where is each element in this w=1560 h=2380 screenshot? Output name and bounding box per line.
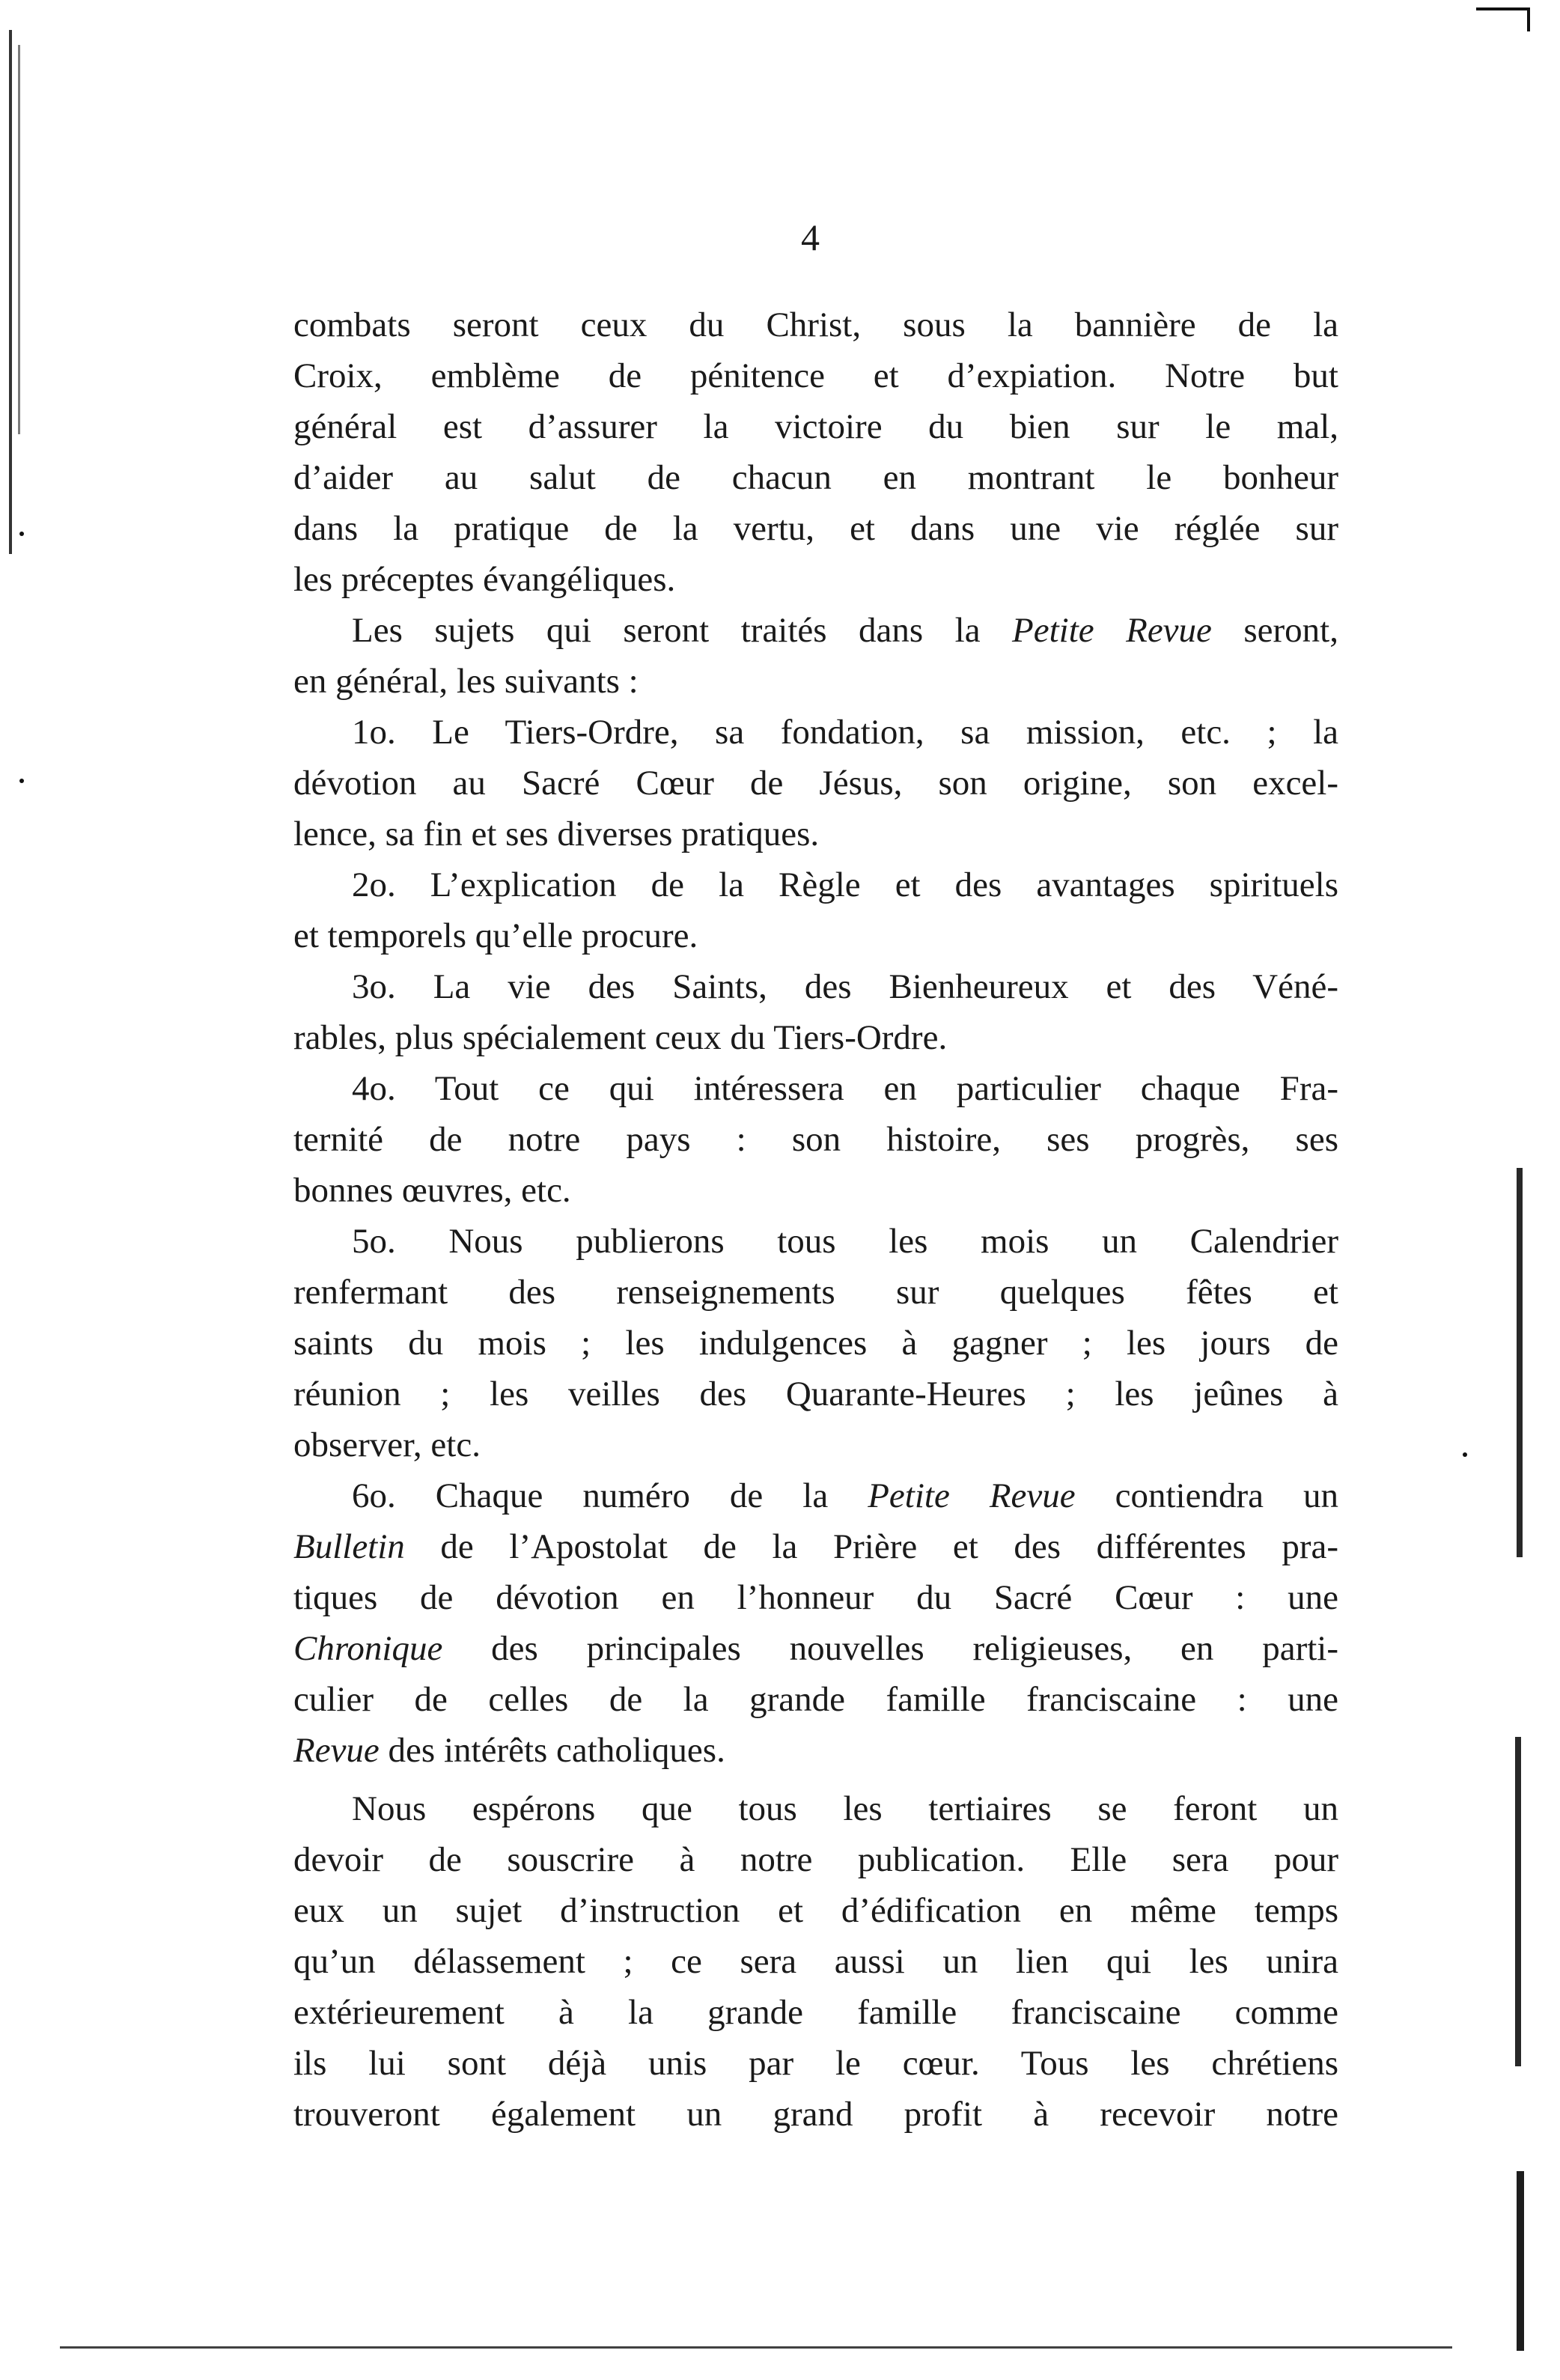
text-run: les préceptes évangéliques. [293,560,676,599]
text-run: 5o. Nous publierons tous les mois un Calendrier [352,1222,1338,1261]
text-line [293,350,1338,401]
text-run: réunion ; les veilles des Quarante-Heures ; les jeûnes à [293,1375,1338,1413]
scan-corner-mark [1527,7,1530,31]
body-text [293,299,1338,2140]
text-run: 1o. Le Tiers-Ordre, sa fondation, sa mission, etc. ; la [352,713,1338,752]
italic-title: Bulletin [293,1527,405,1566]
text-line [293,1623,1338,1674]
text-line [293,656,1338,707]
text-run: saints du mois ; les indulgences à gagner ; les jours de [293,1324,1338,1363]
text-line [293,1572,1338,1623]
text-run: de l’Apostolat de la Prière et des différentes pra- [404,1527,1338,1566]
text-run: dévotion au Sacré Cœur de Jésus, son origine, son excel- [293,764,1338,803]
text-line [293,1369,1338,1419]
text-run: des principales nouvelles religieuses, en parti- [442,1629,1338,1668]
text-run: Croix, emblème de pénitence et d’expiation. Notre but [293,356,1338,395]
text-line [293,503,1338,554]
text-run: culier de celles de la grande famille franciscaine : une [293,1680,1338,1719]
text-run: renfermant des renseignements sur quelques fêtes et [293,1273,1338,1312]
text-run: contiendra un [1075,1476,1338,1515]
text-line [293,605,1338,656]
italic-title: Petite Revue [1012,611,1212,650]
text-line [293,1885,1338,1936]
scan-edge-mark [1515,1737,1521,2066]
text-run: d’aider au salut de chacun en montrant le bonheur [293,458,1338,497]
text-line [293,1783,1338,1834]
text-line [293,2089,1338,2140]
text-line [293,1987,1338,2038]
text-line [293,1521,1338,1572]
scan-edge-mark [1517,1168,1523,1557]
text-run: devoir de souscrire à notre publication. Elle sera pour [293,1840,1338,1879]
text-line [293,1216,1338,1267]
text-run: 4o. Tout ce qui intéressera en particulier chaque Fra- [352,1069,1338,1108]
text-line [293,859,1338,910]
text-line [293,299,1338,350]
scan-speck [19,779,24,783]
text-line [293,1419,1338,1470]
text-run: extérieurement à la grande famille franciscaine comme [293,1993,1338,2032]
scan-speck [1463,1452,1467,1457]
scan-speck [19,532,24,536]
text-line [293,1470,1338,1521]
italic-title: Petite Revue [868,1476,1076,1515]
text-line [293,452,1338,503]
text-run: Nous espérons que tous les tertiaires se feront un [352,1789,1338,1828]
text-run: combats seront ceux du Christ, sous la bannière de la [293,305,1338,344]
text-run: eux un sujet d’instruction et d’édification en même temps [293,1891,1338,1930]
text-line [293,2038,1338,2089]
scan-edge-mark [1517,2171,1524,2351]
text-run: 2o. L’explication de la Règle et des avantages spirituels [352,865,1338,904]
text-line [293,554,1338,605]
scan-corner-mark [1476,7,1529,10]
text-run: et temporels qu’elle procure. [293,916,698,955]
text-run: qu’un délassement ; ce sera aussi un lien qui les unira [293,1942,1338,1981]
text-line [293,707,1338,758]
text-run: tiques de dévotion en l’honneur du Sacré Cœur : une [293,1578,1338,1617]
text-run: ils lui sont déjà unis par le cœur. Tous les chrétiens [293,2044,1338,2083]
text-line [293,961,1338,1012]
italic-title: Chronique [293,1629,443,1668]
text-line [293,1012,1338,1063]
text-line [293,1318,1338,1369]
text-run: en général, les suivants : [293,662,639,701]
text-run: dans la pratique de la vertu, et dans une vie réglée sur [293,509,1338,548]
text-line [293,1114,1338,1165]
text-run: trouveront également un grand profit à recevoir notre [293,2095,1338,2134]
text-line [293,809,1338,859]
text-line [293,1834,1338,1885]
text-run: seront, [1211,611,1338,650]
text-run: bonnes œuvres, etc. [293,1171,571,1210]
text-line [293,758,1338,809]
text-line [293,1165,1338,1216]
text-run: général est d’assurer la victoire du bien sur le mal, [293,407,1338,446]
scan-edge-mark [18,45,20,434]
text-line [293,1936,1338,1987]
scan-edge-mark [9,30,12,554]
text-run: observer, etc. [293,1425,481,1464]
text-run: 3o. La vie des Saints, des Bienheureux et des Véné- [352,967,1338,1006]
text-run: rables, plus spécialement ceux du Tiers-Ordre. [293,1018,948,1057]
text-run: Les sujets qui seront traités dans la [352,611,1013,650]
italic-title: Revue [293,1731,380,1770]
text-run: des intérêts catholiques. [379,1731,725,1770]
text-run: lence, sa fin et ses diverses pratiques. [293,815,820,853]
text-line [293,910,1338,961]
text-line [293,1725,1338,1776]
text-run: ternité de notre pays : son histoire, ses progrès, ses [293,1120,1338,1159]
text-line [293,401,1338,452]
text-line [293,1063,1338,1114]
scan-bottom-edge [60,2346,1452,2349]
page-number: 4 [801,216,820,258]
text-line [293,1267,1338,1318]
text-line [293,1674,1338,1725]
text-run: 6o. Chaque numéro de la [352,1476,868,1515]
